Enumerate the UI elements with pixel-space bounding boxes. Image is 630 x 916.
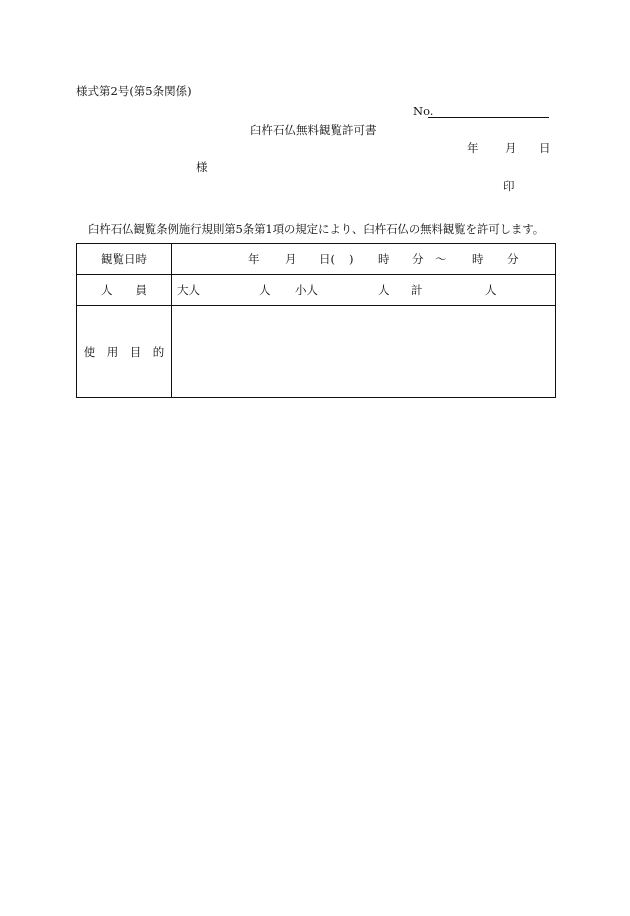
visit-datetime-label: 観覧日時: [77, 244, 172, 275]
table-row-visit-datetime: [77, 244, 556, 275]
addressee-suffix: 様: [196, 160, 208, 174]
total-count-unit: 人: [485, 283, 497, 297]
issue-date-month: 月: [505, 141, 517, 155]
permit-number-label: No.: [413, 104, 434, 118]
visitor-count-label: 人 員: [77, 275, 172, 306]
visit-time-range-separator: ～: [435, 252, 447, 266]
visit-start-minute-unit: 分: [412, 252, 424, 266]
total-label: 計: [411, 283, 423, 297]
form-number: 様式第2号(第5条関係): [76, 84, 192, 98]
child-label: 小人: [295, 283, 318, 297]
visit-month-unit: 月: [285, 252, 297, 266]
visit-day-unit: 日(: [319, 252, 335, 266]
table-row-purpose: [77, 306, 556, 398]
seal-mark: 印: [503, 179, 515, 193]
adult-label: 大人: [177, 283, 200, 297]
visit-start-hour-unit: 時: [378, 252, 390, 266]
purpose-field: [172, 306, 556, 398]
child-count-unit: 人: [378, 283, 390, 297]
visit-year-unit: 年: [248, 252, 260, 266]
visit-end-minute-unit: 分: [507, 252, 519, 266]
document-title: 臼杵石仏無料観覧許可書: [250, 123, 377, 137]
visit-end-hour-unit: 時: [472, 252, 484, 266]
permit-number-line: [428, 117, 549, 118]
purpose-label: 使 用 目 的: [77, 306, 172, 398]
issue-date-day: 日: [539, 141, 551, 155]
adult-count-unit: 人: [259, 283, 271, 297]
visit-weekday-close: ): [349, 252, 354, 266]
permit-details-table: [76, 243, 556, 398]
visit-datetime-field: [172, 244, 556, 275]
issue-date-year: 年: [467, 141, 479, 155]
table-row-visitor-count: [77, 275, 556, 306]
permit-statement: 臼杵石仏観覧条例施行規則第5条第1項の規定により、臼杵石仏の無料観覧を許可します。: [88, 222, 545, 236]
visitor-count-field: [172, 275, 556, 306]
